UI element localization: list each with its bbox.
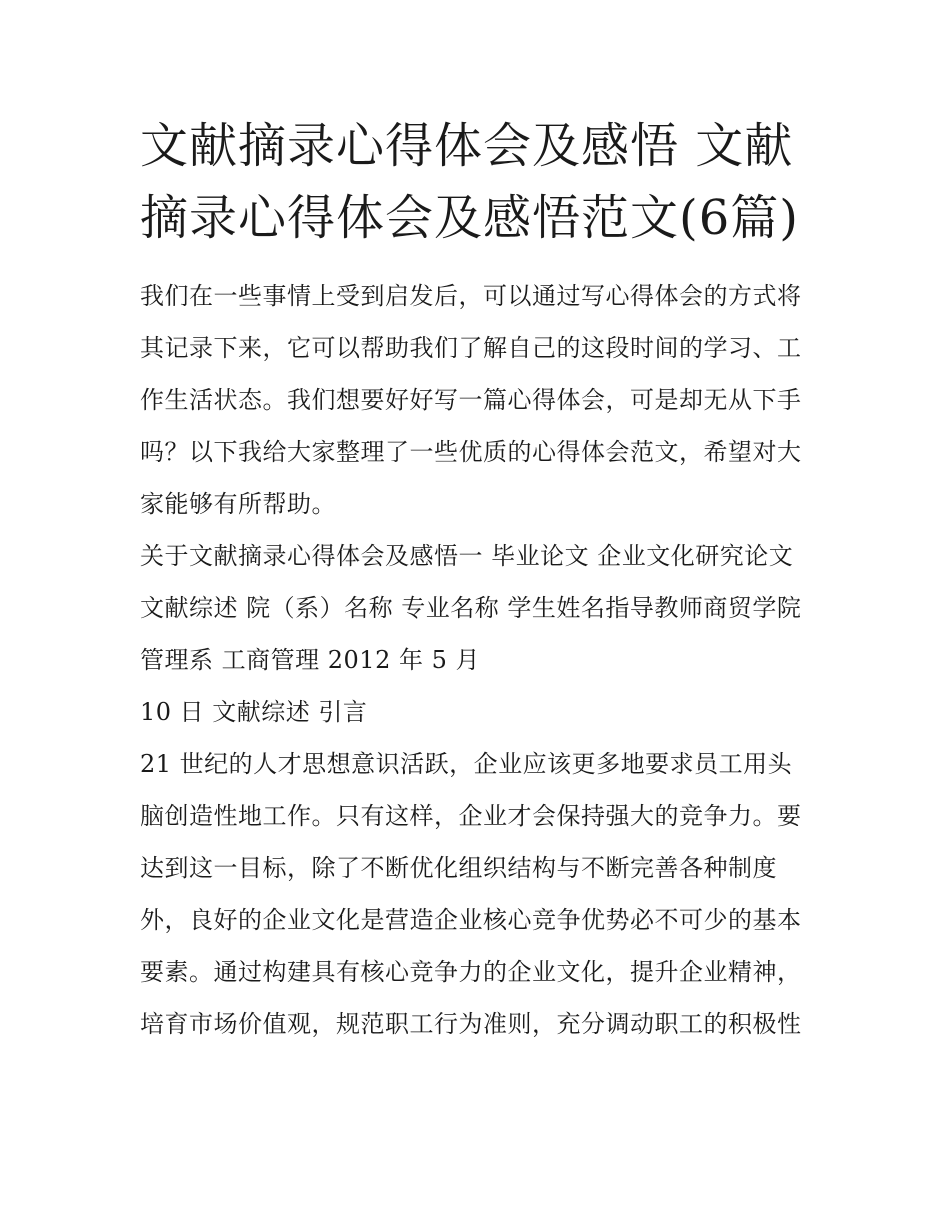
section-heading-paragraph: 关于文献摘录心得体会及感悟一 毕业论文 企业文化研究论文 文献综述 院（系）名称 专业名称 学生姓名指导教师商贸学院 管理系 工商管理 2012 年 5 月 [140,542,802,674]
intro-paragraph: 我们在一些事情上受到启发后，可以通过写心得体会的方式将其记录下来，它可以帮助我们了解自己的这段时间的学习、工作生活状态。我们想要好好写一篇心得体会，可是却无从下手吗？以下我给大家整理了一些优质的心得体会范文，希望对大家能够有所帮助。 [140,282,802,518]
document-page [140,110,812,1050]
body-paragraph: 21 世纪的人才思想意识活跃，企业应该更多地要求员工用头脑创造性地工作。只有这样，企业才会保持强大的竞争力。要达到这一目标，除了不断优化组织结构与不断完善各种制度外，良好的企业文化是营造企业核心竞争优势必不可少的基本要素。通过构建具有核心竞争力的企业文化，提升企业精神，培育市场价值观，规范职工行为准则，充分调动职工的积极性 [140,750,802,1038]
date-line-paragraph: 10 日 文献综述 引言 [140,698,368,726]
document-title: 文献摘录心得体会及感悟 文献摘录心得体会及感悟范文(6篇) [140,118,799,246]
